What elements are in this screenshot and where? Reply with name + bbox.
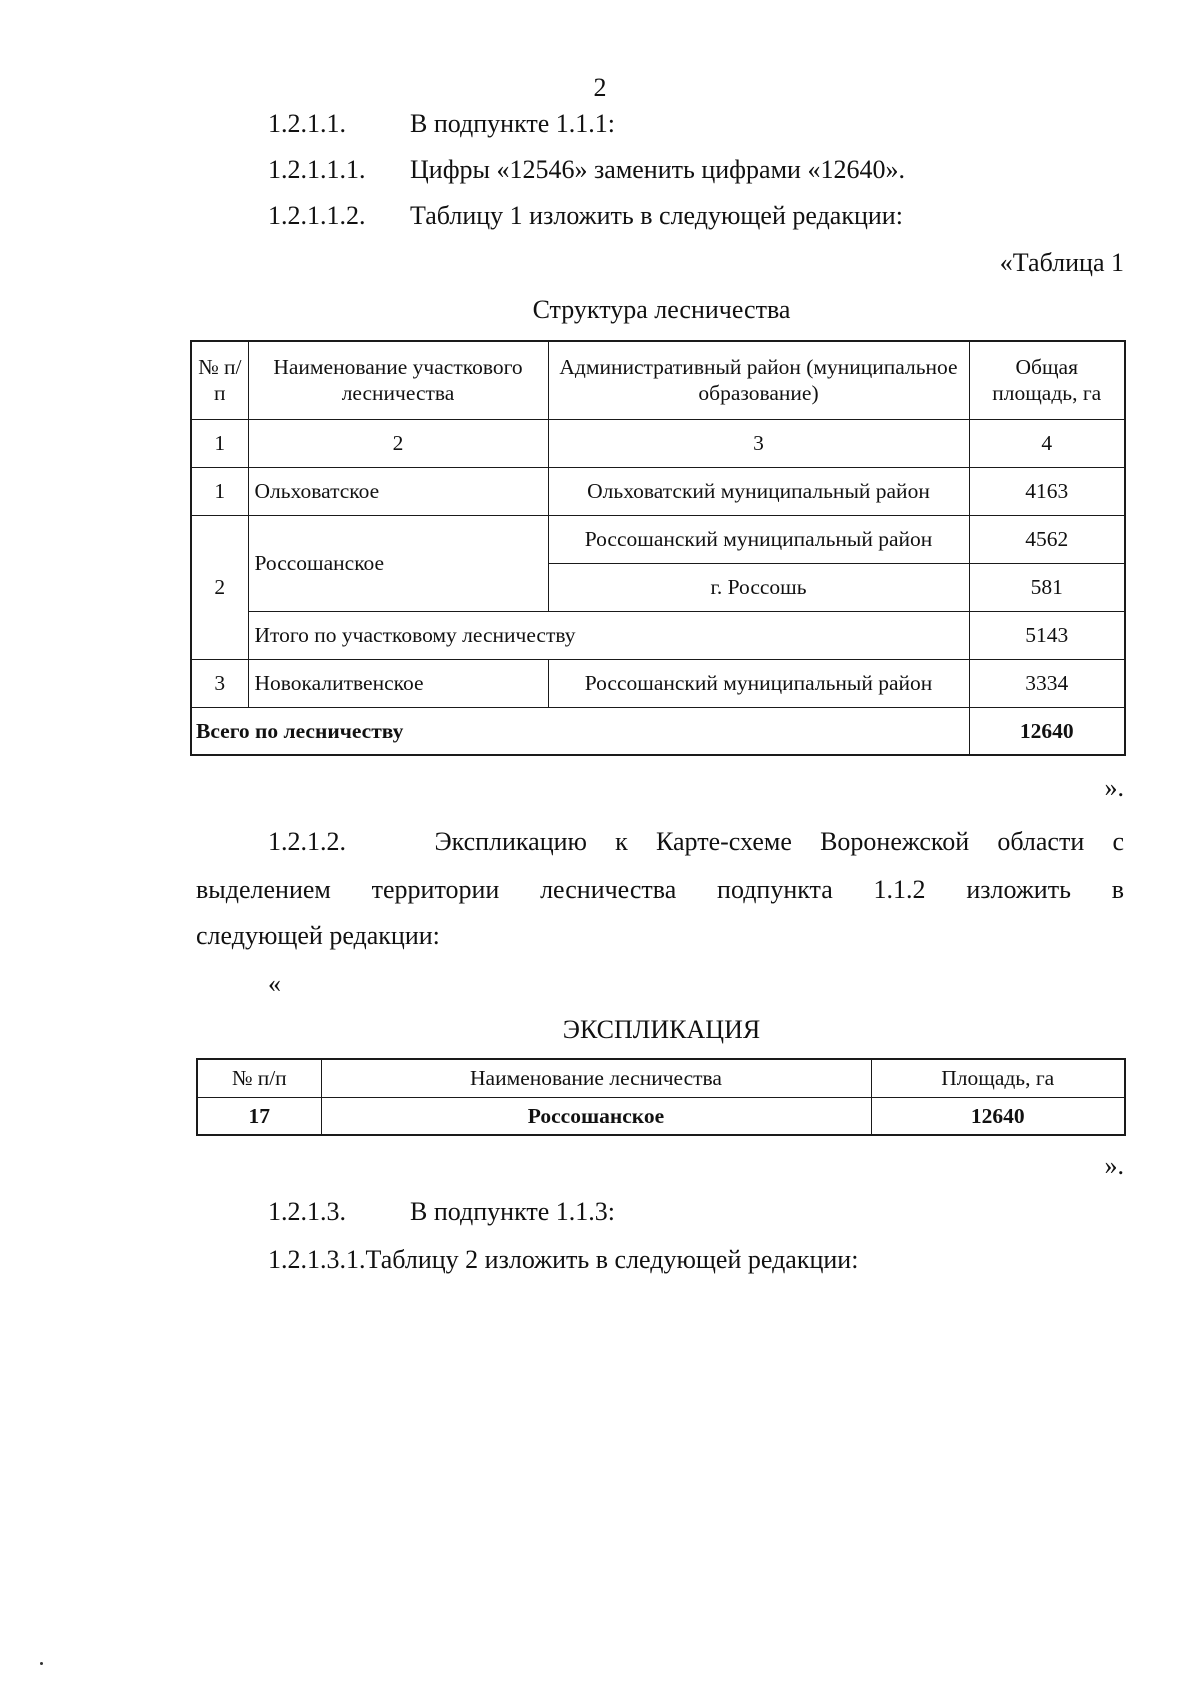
total-row: [191, 707, 1125, 755]
explication-table: [196, 1058, 1126, 1136]
item-1-2-1-3-1: 1.2.1.3.1.Таблицу 2 изложить в следующей редакции:: [268, 1245, 859, 1274]
item-text: Цифры «12546» заменить цифрами «12640».: [410, 155, 905, 184]
forestry-name: Ольховатское: [248, 467, 548, 515]
header-cell: Площадь, га: [871, 1059, 1125, 1097]
item-number: 1.2.1.1.1.: [268, 155, 366, 184]
scan-speck: [40, 1662, 43, 1665]
item-number: 1.2.1.3.: [268, 1197, 346, 1226]
subtotal-row: [191, 611, 1125, 659]
item-text: В подпункте 1.1.3:: [410, 1197, 615, 1226]
table-row: [197, 1097, 1125, 1135]
table-header-row: [197, 1059, 1125, 1097]
paragraph-line-1: [268, 818, 1124, 866]
header-cell: Наименование лесничества: [321, 1059, 871, 1097]
district: Ольховатский муниципальный район: [548, 467, 969, 515]
row-number: 2: [191, 515, 248, 659]
area: 581: [969, 563, 1125, 611]
total-label: Всего по лесничеству: [191, 707, 969, 755]
table-2-closing-quote: ».: [1104, 1151, 1124, 1180]
header-cell: Наименование участкового лесничества: [248, 341, 548, 419]
header-cell: Общая площадь, га: [969, 341, 1125, 419]
table-row: [191, 467, 1125, 515]
paragraph-line-3: следующей редакции:: [196, 921, 440, 950]
forestry-structure-table: [190, 340, 1126, 756]
column-number-row: [191, 419, 1125, 467]
table-header-row: [191, 341, 1125, 419]
item-text: Таблицу 1 изложить в следующей редакции:: [410, 201, 903, 230]
open-quote: «: [268, 969, 281, 998]
district: Россошанский муниципальный район: [548, 515, 969, 563]
column-number: 3: [548, 419, 969, 467]
item-1-2-1-3: [0, 1194, 1200, 1230]
table-1-closing-quote: ».: [1104, 773, 1124, 802]
row-number: 17: [197, 1097, 321, 1135]
row-number: 1: [191, 467, 248, 515]
item-1-2-1-1-2: [0, 198, 1200, 234]
item-1-2-1-1: [0, 106, 1200, 142]
column-number: 4: [969, 419, 1125, 467]
forestry-name: Новокалитвенское: [248, 659, 548, 707]
explication-title: ЭКСПЛИКАЦИЯ: [562, 1015, 761, 1044]
subtotal-area: 5143: [969, 611, 1125, 659]
subtotal-label: Итого по участковому лесничеству: [248, 611, 969, 659]
area: 12640: [871, 1097, 1125, 1135]
paragraph-number: 1.2.1.2.: [268, 827, 346, 856]
table-row: [191, 659, 1125, 707]
paragraph-line-2: выделением территории лесничества подпункта 1.1.2 изложить в: [196, 875, 1124, 904]
item-number: 1.2.1.1.: [268, 109, 346, 138]
item-number: 1.2.1.1.2.: [268, 201, 366, 230]
area: 3334: [969, 659, 1125, 707]
column-number: 2: [248, 419, 548, 467]
table-1-label: «Таблица 1: [999, 248, 1124, 277]
table-row: [191, 515, 1125, 563]
district: г. Россошь: [548, 563, 969, 611]
paragraph-text: Экспликацию к Карте-схеме Воронежской области с: [434, 827, 1124, 856]
area: 4562: [969, 515, 1125, 563]
item-1-2-1-1-1: [0, 152, 1200, 188]
forestry-name: Россошанское: [321, 1097, 871, 1135]
area: 4163: [969, 467, 1125, 515]
row-number: 3: [191, 659, 248, 707]
header-cell: № п/п: [197, 1059, 321, 1097]
total-area: 12640: [969, 707, 1125, 755]
header-cell: № п/п: [191, 341, 248, 419]
district: Россошанский муниципальный район: [548, 659, 969, 707]
page-number: 2: [593, 73, 607, 102]
header-cell: Административный район (муниципальное образование): [548, 341, 969, 419]
forestry-name: Россошанское: [248, 515, 548, 611]
item-text: В подпункте 1.1.1:: [410, 109, 615, 138]
column-number: 1: [191, 419, 248, 467]
table-1-title: Структура лесничества: [532, 295, 791, 324]
